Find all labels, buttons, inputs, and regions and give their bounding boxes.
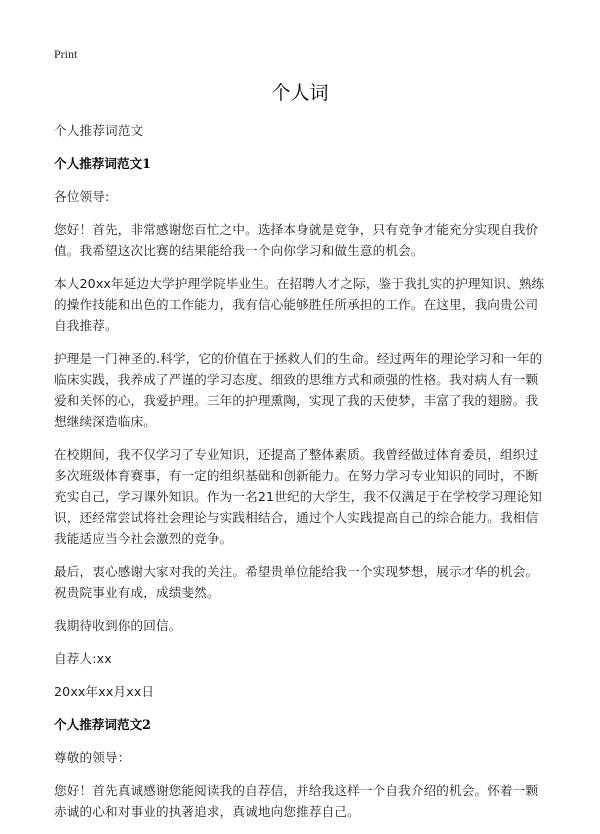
paragraph: 最后，衷心感谢大家对我的关注。希望贵单位能给我一个实现梦想，展示才华的机会。祝贵院事业有成，成绩斐然。 (54, 564, 539, 600)
section-heading-2: 个人推荐词范文2 (54, 717, 151, 732)
paragraph: 本人20xx年延边大学护理学院毕业生。在招聘人才之际，鉴于我扎实的护理知识、熟练的操作技能和出色的工作能力，我有信心能够胜任所承担的工作。在这里，我向贵公司自我推荐。 (54, 276, 545, 333)
paragraph: 您好！首先真诚感谢您能阅读我的自荐信，并给我这样一个自我介绍的机会。怀着一颗赤诚的心和对事业的执著追求，真诚地向您推荐自己。 (54, 783, 539, 819)
salutation-1: 各位领导: (54, 189, 110, 204)
signature: 自荐人:xx (54, 651, 112, 666)
page-title: 个人词 (271, 82, 329, 104)
paragraph: 护理是一门神圣的.科学，它的价值在于拯救人们的生命。经过两年的理论学习和一年的临床实践，我养成了严谨的学习态度、细致的思维方式和顽强的性格。我对病人有一颗爱和关怀的心，我爱护理。三年的护理熏陶，实现了我的天使梦，丰富了我的翅膀。我想继续深造临床。 (54, 351, 543, 429)
paragraph: 您好！首先，非常感谢您百忙之中。选择本身就是竞争，只有竞争才能充分实现自我价值。我希望这次比赛的结果能给我一个向你学习和做生意的机会。 (54, 222, 539, 258)
paragraph: 我期待收到你的回信。 (54, 618, 182, 633)
date: 20xx年xx月xx日 (54, 684, 155, 699)
section-heading-1: 个人推荐词范文1 (54, 156, 151, 171)
document-body (54, 120, 546, 834)
paragraph: 在校期间，我不仅学习了专业知识，还提高了整体素质。我曾经做过体育委员，组织过多次班级体育赛事，有一定的组织基础和创新能力。在努力学习专业知识的同时，不断充实自己，学习课外知识。作为一名21世纪的大学生，我不仅满足于在学校学习理论知识，还经常尝试将社会理论与实践相结合，通过个人实践提高自己的综合能力。我相信我能适应当今社会激烈的竞争。 (54, 447, 542, 546)
salutation-2: 尊敬的领导： (54, 750, 131, 765)
print-link[interactable]: Print (54, 47, 78, 61)
document-subtitle: 个人推荐词范文 (54, 123, 144, 138)
